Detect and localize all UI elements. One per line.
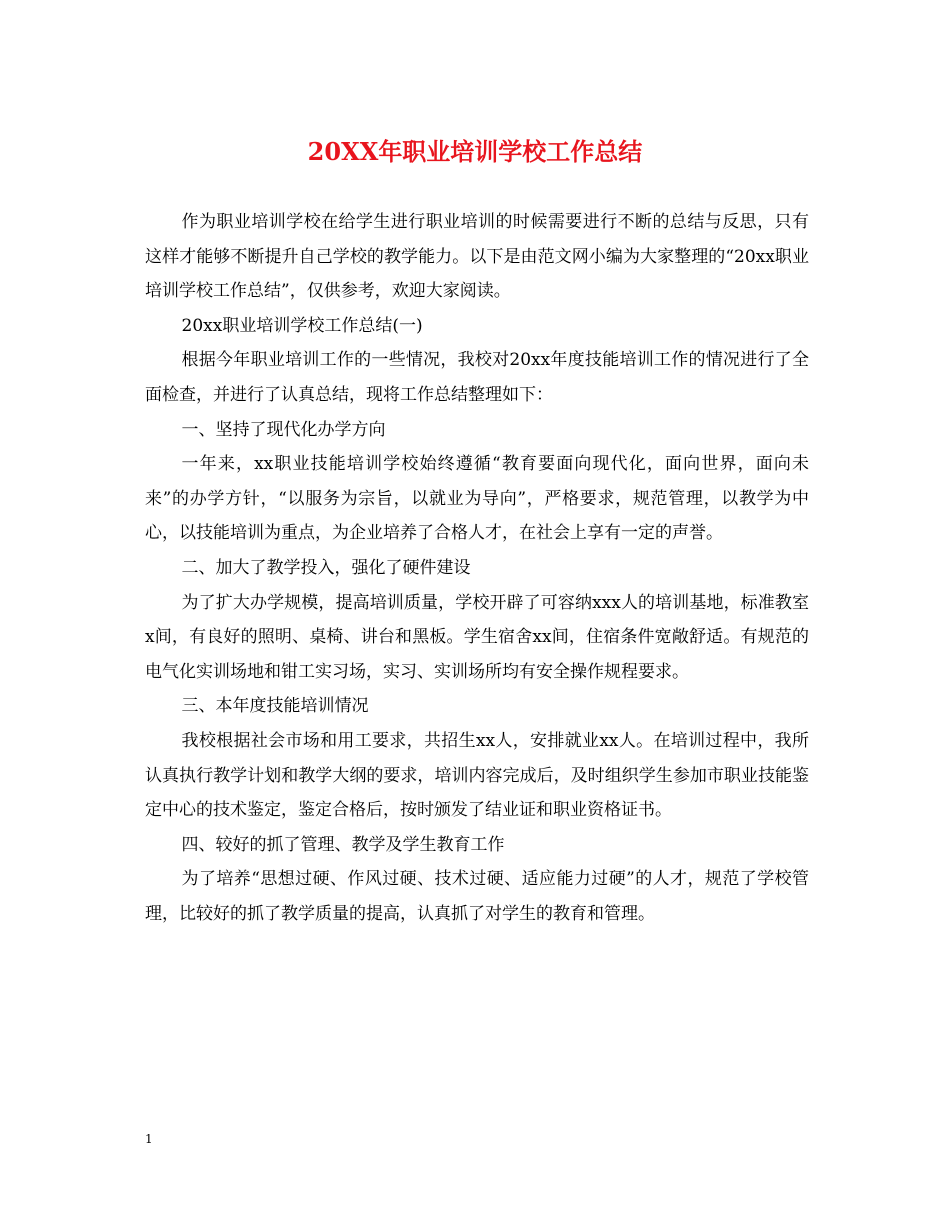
page-number: 1: [145, 1132, 153, 1146]
paragraph-section-3: 我校根据社会市场和用工要求，共招生xx人，安排就业xx人。在培训过程中，我所认真执行教学计划和教学大纲的要求，培训内容完成后，及时组织学生参加市职业技能鉴定中心的技术鉴定，鉴定合格后，按时颁发了结业证和职业资格证书。: [145, 730, 809, 821]
paragraph-section-1: 一年来，xx职业技能培训学校始终遵循“教育要面向现代化，面向世界，面向未来”的办学方针，“以服务为宗旨，以就业为导向”，严格要求，规范管理，以教学为中心，以技能培训为重点，为企业培养了合格人才，在社会上享有一定的声誉。: [145, 454, 809, 544]
section-heading-2: 二、加大了教学投入，强化了硬件建设: [181, 557, 471, 578]
paragraph-section-2: 为了扩大办学规模，提高培训质量，学校开辟了可容纳xxx人的培训基地，标准教室x间，有良好的照明、桌椅、讲台和黑板。学生宿舍xx间，住宿条件宽敞舒适。有规范的电气化实训场地和钳工实习场，实习、实训场所均有安全操作规程要求。: [145, 592, 809, 682]
paragraph-overview: 根据今年职业培训工作的一些情况，我校对20xx年度技能培训工作的情况进行了全面检查，并进行了认真总结，现将工作总结整理如下：: [145, 350, 809, 405]
section-heading-4: 四、较好的抓了管理、教学及学生教育工作: [181, 834, 505, 855]
document-title: 20XX年职业培训学校工作总结: [307, 137, 643, 166]
section-heading-part-one: 20xx职业培训学校工作总结(一): [181, 315, 423, 336]
section-heading-3: 三、本年度技能培训情况: [181, 696, 369, 717]
paragraph-section-4: 为了培养“思想过硬、作风过硬、技术过硬、适应能力过硬”的人才，规范了学校管理，比较好的抓了教学质量的提高，认真抓了对学生的教育和管理。: [145, 869, 809, 924]
document-body: [145, 205, 809, 931]
paragraph-intro: 作为职业培训学校在给学生进行职业培训的时候需要进行不断的总结与反思，只有这样才能够不断提升自己学校的教学能力。以下是由范文网小编为大家整理的“20xx职业培训学校工作总结”，仅供参考，欢迎大家阅读。: [145, 212, 809, 302]
section-heading-1: 一、坚持了现代化办学方向: [181, 419, 386, 440]
